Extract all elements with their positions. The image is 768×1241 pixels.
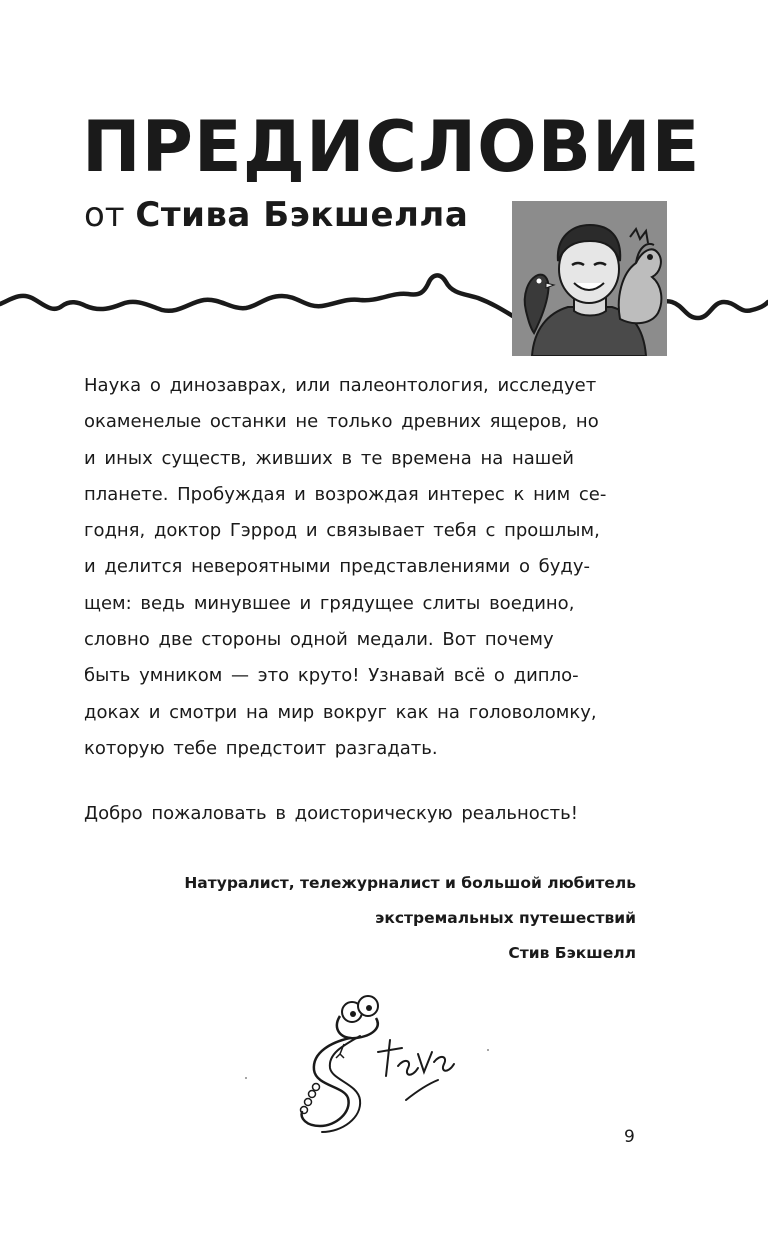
signoff-title-line-1: Натуралист, тележурналист и большой любитель — [184, 874, 636, 892]
signoff-name: Стив Бэкшелл — [508, 944, 636, 962]
subtitle-by: от — [84, 195, 125, 235]
body-line: годня, доктор Гэррод и связывает тебя с прошлым, — [84, 520, 600, 542]
preface-body — [84, 368, 634, 767]
body-line: словно две стороны одной медали. Вот почему — [84, 629, 554, 651]
author-signoff — [184, 866, 636, 971]
author-portrait-icon — [512, 201, 667, 356]
welcome-line: Добро пожаловать в доисторическую реальность! — [84, 803, 578, 824]
chapter-title: ПРЕДИСЛОВИЕ — [82, 106, 701, 188]
body-line: Наука о динозаврах, или палеонтология, исследует — [84, 375, 597, 396]
body-line: и иных существ, живших в те времена на нашей — [84, 447, 575, 469]
body-line: окаменелые останки не только древних ящеров, но — [84, 411, 599, 433]
body-line: быть умником — это круто! Узнавай всё о дипло- — [84, 665, 579, 687]
page-number: 9 — [624, 1127, 635, 1147]
subtitle-author: Стива Бэкшелла — [135, 195, 469, 235]
body-line: доках и смотри на мир вокруг как на головоломку, — [84, 701, 597, 723]
body-line: планете. Пробуждая и возрождая интерес к ним се- — [84, 483, 607, 505]
body-line: которую тебе предстоит разгадать. — [84, 737, 438, 759]
body-line: и делится невероятными представлениями о буду- — [84, 556, 591, 578]
signoff-title-line-2: экстремальных путешествий — [375, 909, 636, 927]
handwritten-snake-signature-icon — [240, 988, 500, 1133]
chapter-subtitle — [84, 192, 468, 238]
body-line: щем: ведь минувшее и грядущее слиты воедино, — [84, 592, 575, 614]
